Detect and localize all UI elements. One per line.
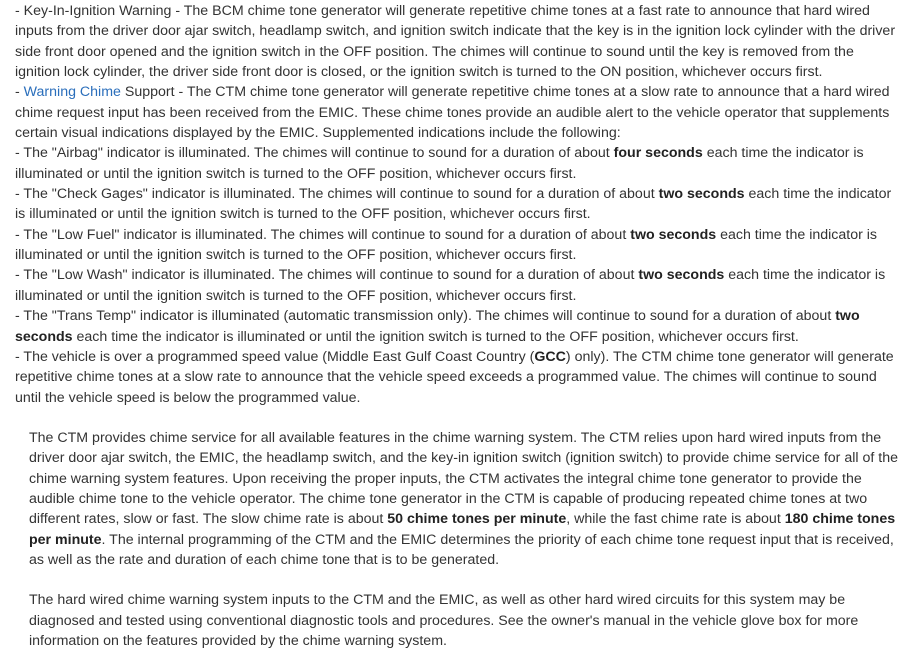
- warning-chime-link[interactable]: Warning Chime: [23, 84, 121, 101]
- check-gages-text-1: - The "Check Gages" indicator is illuminated. The chimes will continue to sound for a duration of about: [15, 186, 659, 203]
- airbag-indicator-item: [15, 143, 898, 184]
- airbag-text-2: each time the indicator is illuminated or until the ignition switch is turned to the OFF position, whichever occurs first.: [15, 145, 864, 182]
- slow-chime-rate: 50 chime tones per minute: [387, 511, 567, 528]
- low-fuel-text-1: - The "Low Fuel" indicator is illuminated. The chimes will continue to sound for a duration of about: [15, 226, 631, 243]
- gcc-abbreviation: GCC: [534, 348, 566, 365]
- trans-temp-indicator-item: [15, 306, 898, 347]
- low-fuel-duration: two seconds: [630, 226, 717, 243]
- airbag-text-1: - The "Airbag" indicator is illuminated. The chimes will continue to sound for a duration of about: [15, 145, 614, 162]
- warning-chime-support-item: [15, 82, 898, 143]
- key-in-ignition-warning-item: - Key-In-Ignition Warning - The BCM chime tone generator will generate repetitive chime tones at a fast rate to announce that hard wired inputs from the driver door ajar switch, headlamp switch, and ignition switch indicate that the key is in the ignition lock cylinder with the driver side front door opened and the ignition switch in the OFF position. The chimes will continue to sound until the key is removed from the ignition lock cylinder, the driver side front door is closed, or the ignition switch is turned to the ON position, whichever occurs first.: [15, 3, 896, 81]
- check-gages-text-2: each time the indicator is illuminated or until the ignition switch is turned to the OFF position, whichever occurs first.: [15, 186, 892, 223]
- speed-text-1: - The vehicle is over a programmed speed value (Middle East Gulf Coast Country (: [15, 348, 535, 365]
- trans-temp-duration: two seconds: [15, 308, 860, 345]
- bullet-dash: -: [15, 84, 24, 101]
- warning-chime-support-text: Support - The CTM chime tone generator will generate repetitive chime tones at a slow rate to announce that a hard wired chime request input has been received from the EMIC. These chime tones provide an audible alert to the vehicle operator that supplements certain visual indications displayed by the EMIC. Supplemented indications include the following:: [15, 84, 890, 142]
- fast-chime-rate: 180 chime tones per minute: [29, 511, 896, 548]
- paragraph-spacer: [15, 570, 898, 590]
- check-gages-duration: two seconds: [658, 186, 745, 203]
- ctm-text-3: . The internal programming of the CTM and the EMIC determines the priority of each chime tone request input that is received, as well as the rate and duration of each chime tone that is to be generated.: [29, 531, 894, 568]
- trans-temp-text-1: - The "Trans Temp" indicator is illuminated (automatic transmission only). The chimes will continue to sound for a duration of about: [15, 308, 836, 325]
- ctm-chime-service-paragraph: [15, 428, 898, 570]
- airbag-duration: four seconds: [613, 145, 703, 162]
- low-wash-text-1: - The "Low Wash" indicator is illuminated. The chimes will continue to sound for a duration of about: [15, 267, 639, 284]
- diagnosis-paragraph: The hard wired chime warning system inputs to the CTM and the EMIC, as well as other hard wired circuits for this system may be diagnosed and tested using conventional diagnostic tools and procedures. See the owner's manual in the vehicle glove box for more information on the features provided by the chime warning system.: [29, 592, 859, 649]
- low-wash-text-2: each time the indicator is illuminated or until the ignition switch is turned to the OFF position, whichever occurs first.: [15, 267, 886, 304]
- low-fuel-indicator-item: [15, 225, 898, 266]
- trans-temp-text-2: each time the indicator is illuminated or until the ignition switch is turned to the OFF position, whichever occurs first.: [72, 328, 799, 345]
- low-fuel-text-2: each time the indicator is illuminated or until the ignition switch is turned to the OFF position, whichever occurs first.: [15, 226, 878, 264]
- ctm-text-1: The CTM provides chime service for all available features in the chime warning system. The CTM relies upon hard wired inputs from the driver door ajar switch, the EMIC, the headlamp switch, and the key-in ignition switch (ignition switch) to provide chime service for all of the chime warning system features. Upon receiving the proper inputs, the CTM activates the integral chime tone generator to provide the audible chime tone to the vehicle operator. The chime tone generator in the CTM is capable of producing repeated chime tones at two different rates, slow or fast. The slow chime rate is about: [29, 429, 898, 528]
- check-gages-indicator-item: [15, 184, 898, 225]
- ctm-text-2: , while the fast chime rate is about: [566, 511, 785, 528]
- low-wash-duration: two seconds: [638, 267, 725, 284]
- low-wash-indicator-item: [15, 265, 898, 306]
- speed-text-2: ) only). The CTM chime tone generator will generate repetitive chime tones at a slow rate to announce that the vehicle speed exceeds a programmed value. The chimes will continue to sound until the vehicle speed is below the programmed value.: [15, 348, 894, 406]
- programmed-speed-item: [15, 347, 898, 408]
- paragraph-spacer: [15, 408, 898, 428]
